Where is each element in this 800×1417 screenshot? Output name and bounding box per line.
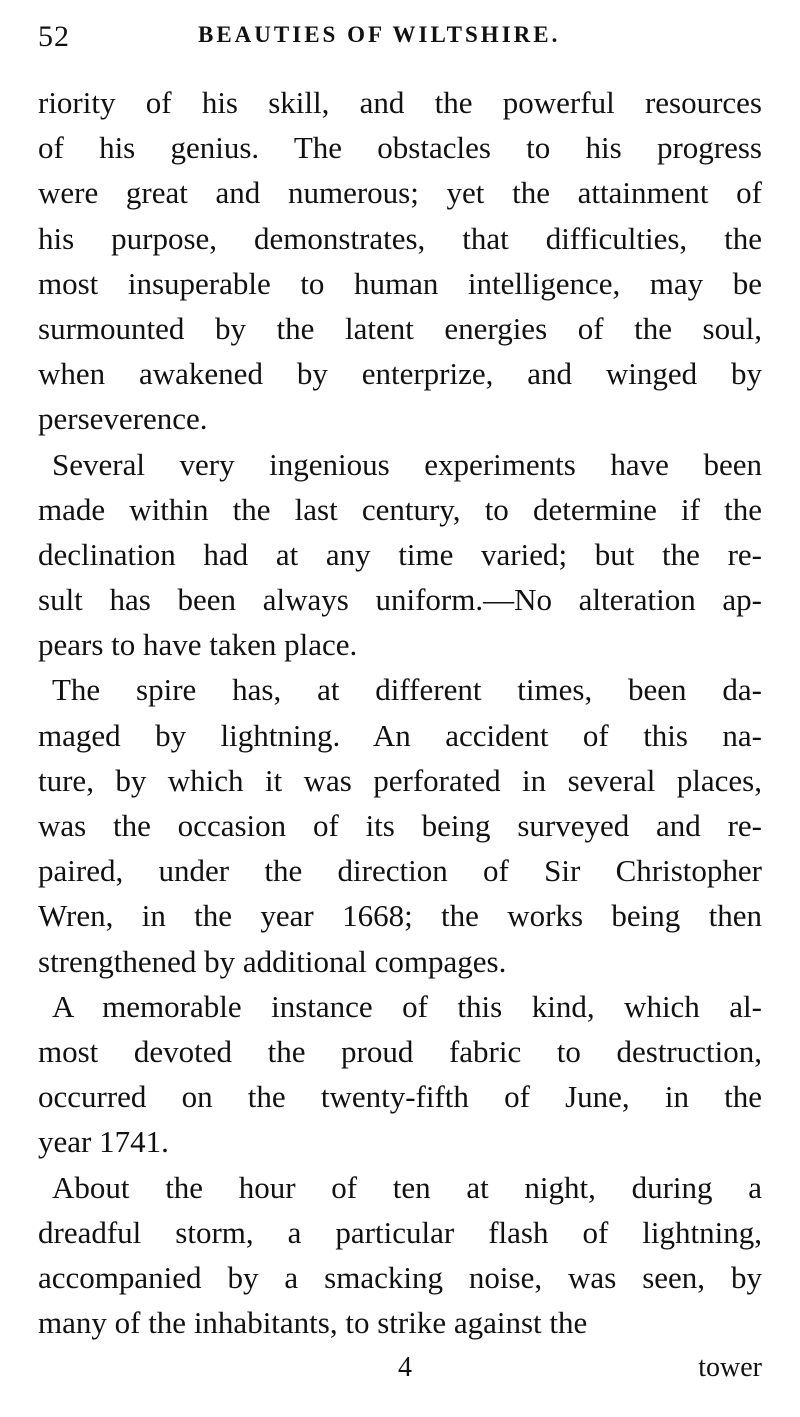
paragraph [38, 1165, 762, 1346]
body-text [38, 80, 762, 1345]
text-line: of his genius. The obstacles to his progress [38, 130, 762, 166]
paragraph [38, 667, 762, 983]
paragraph [38, 442, 762, 668]
running-title: BEAUTIES OF WILTSHIRE. [198, 22, 561, 47]
text-line: surmounted by the latent energies of the soul, [38, 310, 762, 346]
paragraph [38, 984, 762, 1165]
text-line: most insuperable to human intelligence, may be [38, 265, 762, 301]
text-line: many of the inhabitants, to strike against the [38, 1305, 588, 1341]
text-line: was the occasion of its being surveyed and re- [38, 808, 762, 843]
signature-mark: 4 [398, 1352, 412, 1383]
text-line: dreadful storm, a particular flash of lightning, [38, 1214, 762, 1250]
paragraph [38, 80, 762, 442]
page-footer [38, 1352, 762, 1397]
text-line: were great and numerous; yet the attainment of [38, 175, 762, 211]
catchword: tower [698, 1352, 762, 1383]
text-line: riority of his skill, and the powerful resources [38, 85, 762, 120]
text-line: The spire has, at different times, been da- [52, 672, 762, 708]
text-line: year 1741. [38, 1124, 169, 1160]
text-line: Wren, in the year 1668; the works being then [38, 898, 762, 934]
text-line: occurred on the twenty-fifth of June, in the [38, 1079, 762, 1115]
text-line: his purpose, demonstrates, that difficulties, the [38, 220, 762, 256]
text-line: paired, under the direction of Sir Christopher [38, 853, 762, 889]
text-line: pears to have taken place. [38, 627, 358, 663]
text-line: strengthened by additional compages. [38, 943, 507, 979]
page-header [38, 18, 760, 60]
text-line: most devoted the proud fabric to destruction, [38, 1033, 762, 1069]
text-line: declination had at any time varied; but the re- [38, 536, 762, 572]
text-line: perseverence. [38, 401, 208, 437]
text-line: sult has been always uniform.—No alteration ap- [38, 582, 762, 618]
text-line: ture, by which it was perforated in several places, [38, 762, 762, 798]
page-number: 52 [38, 20, 70, 53]
text-line: Several very ingenious experiments have been [52, 446, 762, 482]
text-line: made within the last century, to determine if the [38, 491, 762, 527]
text-line: when awakened by enterprize, and winged by [38, 356, 762, 392]
text-line: A memorable instance of this kind, which al- [52, 988, 762, 1024]
text-line: accompanied by a smacking noise, was seen, by [38, 1259, 762, 1295]
text-line: About the hour of ten at night, during a [52, 1169, 762, 1205]
text-line: maged by lightning. An accident of this na- [38, 717, 762, 753]
